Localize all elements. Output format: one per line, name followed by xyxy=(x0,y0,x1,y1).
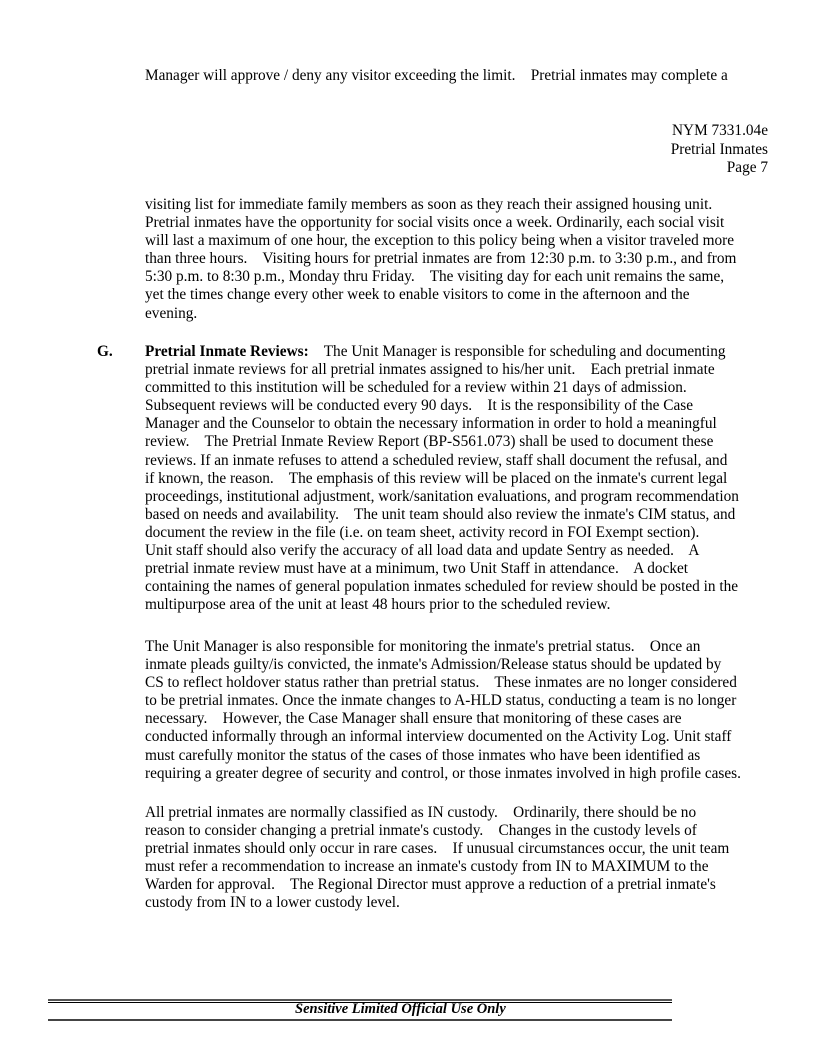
paragraph-line: evening. xyxy=(145,304,198,322)
paragraph-line: inmate pleads guilty/is convicted, the inmate's Admission/Release status should be updated by xyxy=(145,656,722,674)
paragraph-line: must carefully monitor the status of the cases of those inmates who have been identified as xyxy=(145,746,701,764)
paragraph-line: conducted informally through an informal interview documented on the Activity Log. Unit staff xyxy=(145,728,732,746)
paragraph-line: pretrial inmate review must have at a minimum, two Unit Staff in attendance. A docket xyxy=(145,560,689,578)
paragraph-line: Warden for approval. The Regional Director must approve a reduction of a pretrial inmate's xyxy=(145,876,716,894)
section-g-first-line-text: The Unit Manager is responsible for scheduling and documenting xyxy=(308,343,726,360)
custody-paragraph xyxy=(145,804,729,913)
section-letter: G. xyxy=(97,343,113,360)
paragraph-line: necessary. However, the Case Manager shall ensure that monitoring of these cases are xyxy=(145,710,682,728)
paragraph-line: Pretrial inmates have the opportunity for social visits once a week. Ordinarily, each social visit xyxy=(145,214,725,232)
paragraph-line: than three hours. Visiting hours for pretrial inmates are from 12:30 p.m. to 3:30 p.m., and from xyxy=(145,250,737,268)
paragraph-line: yet the times change every other week to enable visitors to come in the afternoon and the xyxy=(145,286,690,304)
section-g-first-line xyxy=(145,343,739,361)
paragraph-line: Unit staff should also verify the accuracy of all load data and update Sentry as needed. A xyxy=(145,542,700,560)
paragraph-line: document the review in the file (i.e. on team sheet, activity record in FOI Exempt section). xyxy=(145,523,700,541)
paragraph-line: proceedings, institutional adjustment, work/sanitation evaluations, and program recommendation xyxy=(145,487,739,505)
document-id: NYM 7331.04e xyxy=(671,122,768,139)
paragraph-line: committed to this institution will be scheduled for a review within 21 days of admission. xyxy=(145,379,687,397)
section-heading: Pretrial Inmate Reviews: xyxy=(145,343,309,360)
paragraph-line: CS to reflect holdover status rather than pretrial status. These inmates are no longer considered xyxy=(145,674,737,692)
paragraph-line: will last a maximum of one hour, the exception to this policy being when a visitor traveled more xyxy=(145,232,735,250)
carryover-text-line: Manager will approve / deny any visitor exceeding the limit. Pretrial inmates may complete a xyxy=(145,67,728,84)
paragraph-line: if known, the reason. The emphasis of this review will be placed on the inmate's current legal xyxy=(145,469,728,487)
monitoring-paragraph xyxy=(145,638,741,783)
paragraph-line: visiting list for immediate family members as soon as they reach their assigned housing unit. xyxy=(145,196,713,213)
paragraph-line: multipurpose area of the unit at least 48 hours prior to the scheduled review. xyxy=(145,596,611,614)
paragraph-line: Subsequent reviews will be conducted every 90 days. It is the responsibility of the Case xyxy=(145,397,694,415)
page-number: Page 7 xyxy=(726,159,768,176)
paragraph-line: Manager and the Counselor to obtain the necessary information in order to hold a meaningful xyxy=(145,415,717,433)
paragraph-line: reason to consider changing a pretrial inmate's custody. Changes in the custody levels of xyxy=(145,822,697,840)
paragraph-line: requiring a greater degree of security and control, or those inmates involved in high profile cases. xyxy=(145,764,741,782)
paragraph-line: pretrial inmates should only occur in rare cases. If unusual circumstances occur, the unit team xyxy=(145,840,730,858)
footer-bottom-rule xyxy=(48,1019,672,1021)
paragraph-line: All pretrial inmates are normally classified as IN custody. Ordinarily, there should be no xyxy=(145,804,697,821)
footer-classification: Sensitive Limited Official Use Only xyxy=(295,1001,506,1017)
page-header xyxy=(671,122,768,178)
section-g-paragraph xyxy=(145,343,739,614)
visiting-paragraph xyxy=(145,196,736,323)
paragraph-line: review. The Pretrial Inmate Review Report (BP-S561.073) shall be used to document these xyxy=(145,433,714,451)
paragraph-line: containing the names of general population inmates scheduled for review should be posted in the xyxy=(145,578,739,596)
paragraph-line: pretrial inmate reviews for all pretrial inmates assigned to his/her unit. Each pretrial inmate xyxy=(145,361,715,379)
paragraph-line: to be pretrial inmates. Once the inmate changes to A-HLD status, conducting a team is no longer xyxy=(145,692,737,710)
paragraph-line: based on needs and availability. The unit team should also review the inmate's CIM status, and xyxy=(145,505,736,523)
paragraph-line: 5:30 p.m. to 8:30 p.m., Monday thru Friday. The visiting day for each unit remains the same, xyxy=(145,268,725,286)
paragraph-line: The Unit Manager is also responsible for monitoring the inmate's pretrial status. Once an xyxy=(145,638,701,655)
paragraph-line: custody from IN to a lower custody level. xyxy=(145,894,400,912)
paragraph-line: reviews. If an inmate refuses to attend a scheduled review, staff shall document the refusal, and xyxy=(145,451,728,469)
paragraph-line: must refer a recommendation to increase an inmate's custody from IN to MAXIMUM to the xyxy=(145,858,709,876)
document-title: Pretrial Inmates xyxy=(670,140,768,158)
